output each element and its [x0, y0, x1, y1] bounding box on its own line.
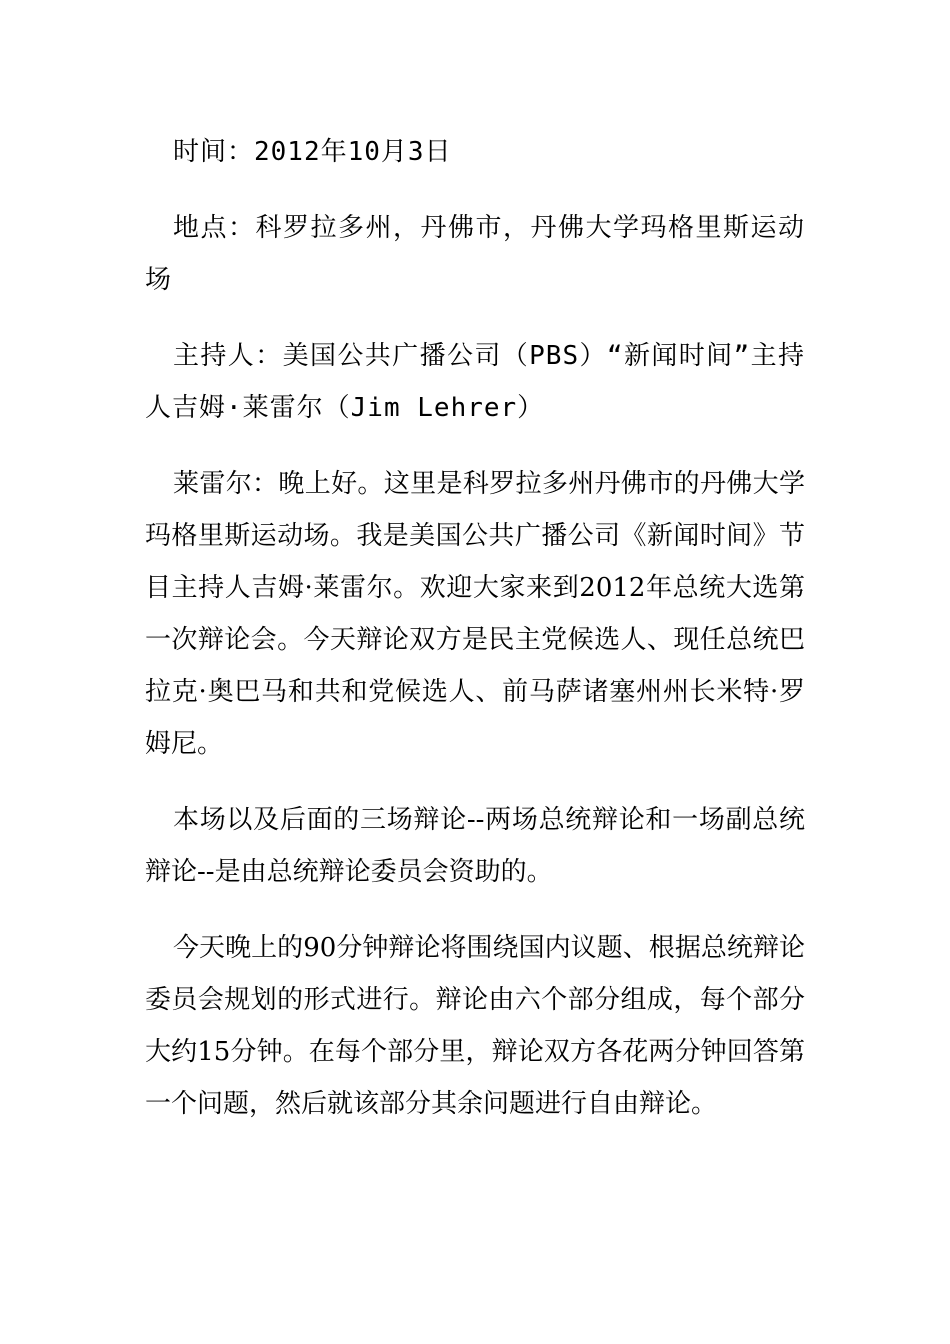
paragraph-sponsor: 本场以及后面的三场辩论--两场总统辩论和一场副总统辩论--是由总统辩论委员会资助的。: [145, 805, 805, 887]
paragraph-intro: 莱雷尔：晚上好。这里是科罗拉多州丹佛市的丹佛大学玛格里斯运动场。我是美国公共广播公司《新闻时间》节目主持人吉姆·莱雷尔。欢迎大家来到2012年总统大选第一次辩论会。今天辩论双方是民主党候选人、现任总统巴拉克·奥巴马和共和党候选人、前马萨诸塞州州长米特·罗姆尼。: [145, 469, 805, 759]
paragraph-time: 时间：2012年10月3日: [173, 137, 452, 167]
paragraph-host: 主持人：美国公共广播公司（PBS）“新闻时间”主持人吉姆·莱雷尔（Jim Lehrer）: [145, 341, 805, 423]
paragraph-format: 今天晚上的90分钟辩论将围绕国内议题、根据总统辩论委员会规划的形式进行。辩论由六个部分组成，每个部分大约15分钟。在每个部分里，辩论双方各花两分钟回答第一个问题，然后就该部分其余问题进行自由辩论。: [145, 933, 805, 1119]
paragraph-location: 地点：科罗拉多州，丹佛市，丹佛大学玛格里斯运动场: [145, 213, 805, 295]
document-body: [145, 126, 805, 1154]
